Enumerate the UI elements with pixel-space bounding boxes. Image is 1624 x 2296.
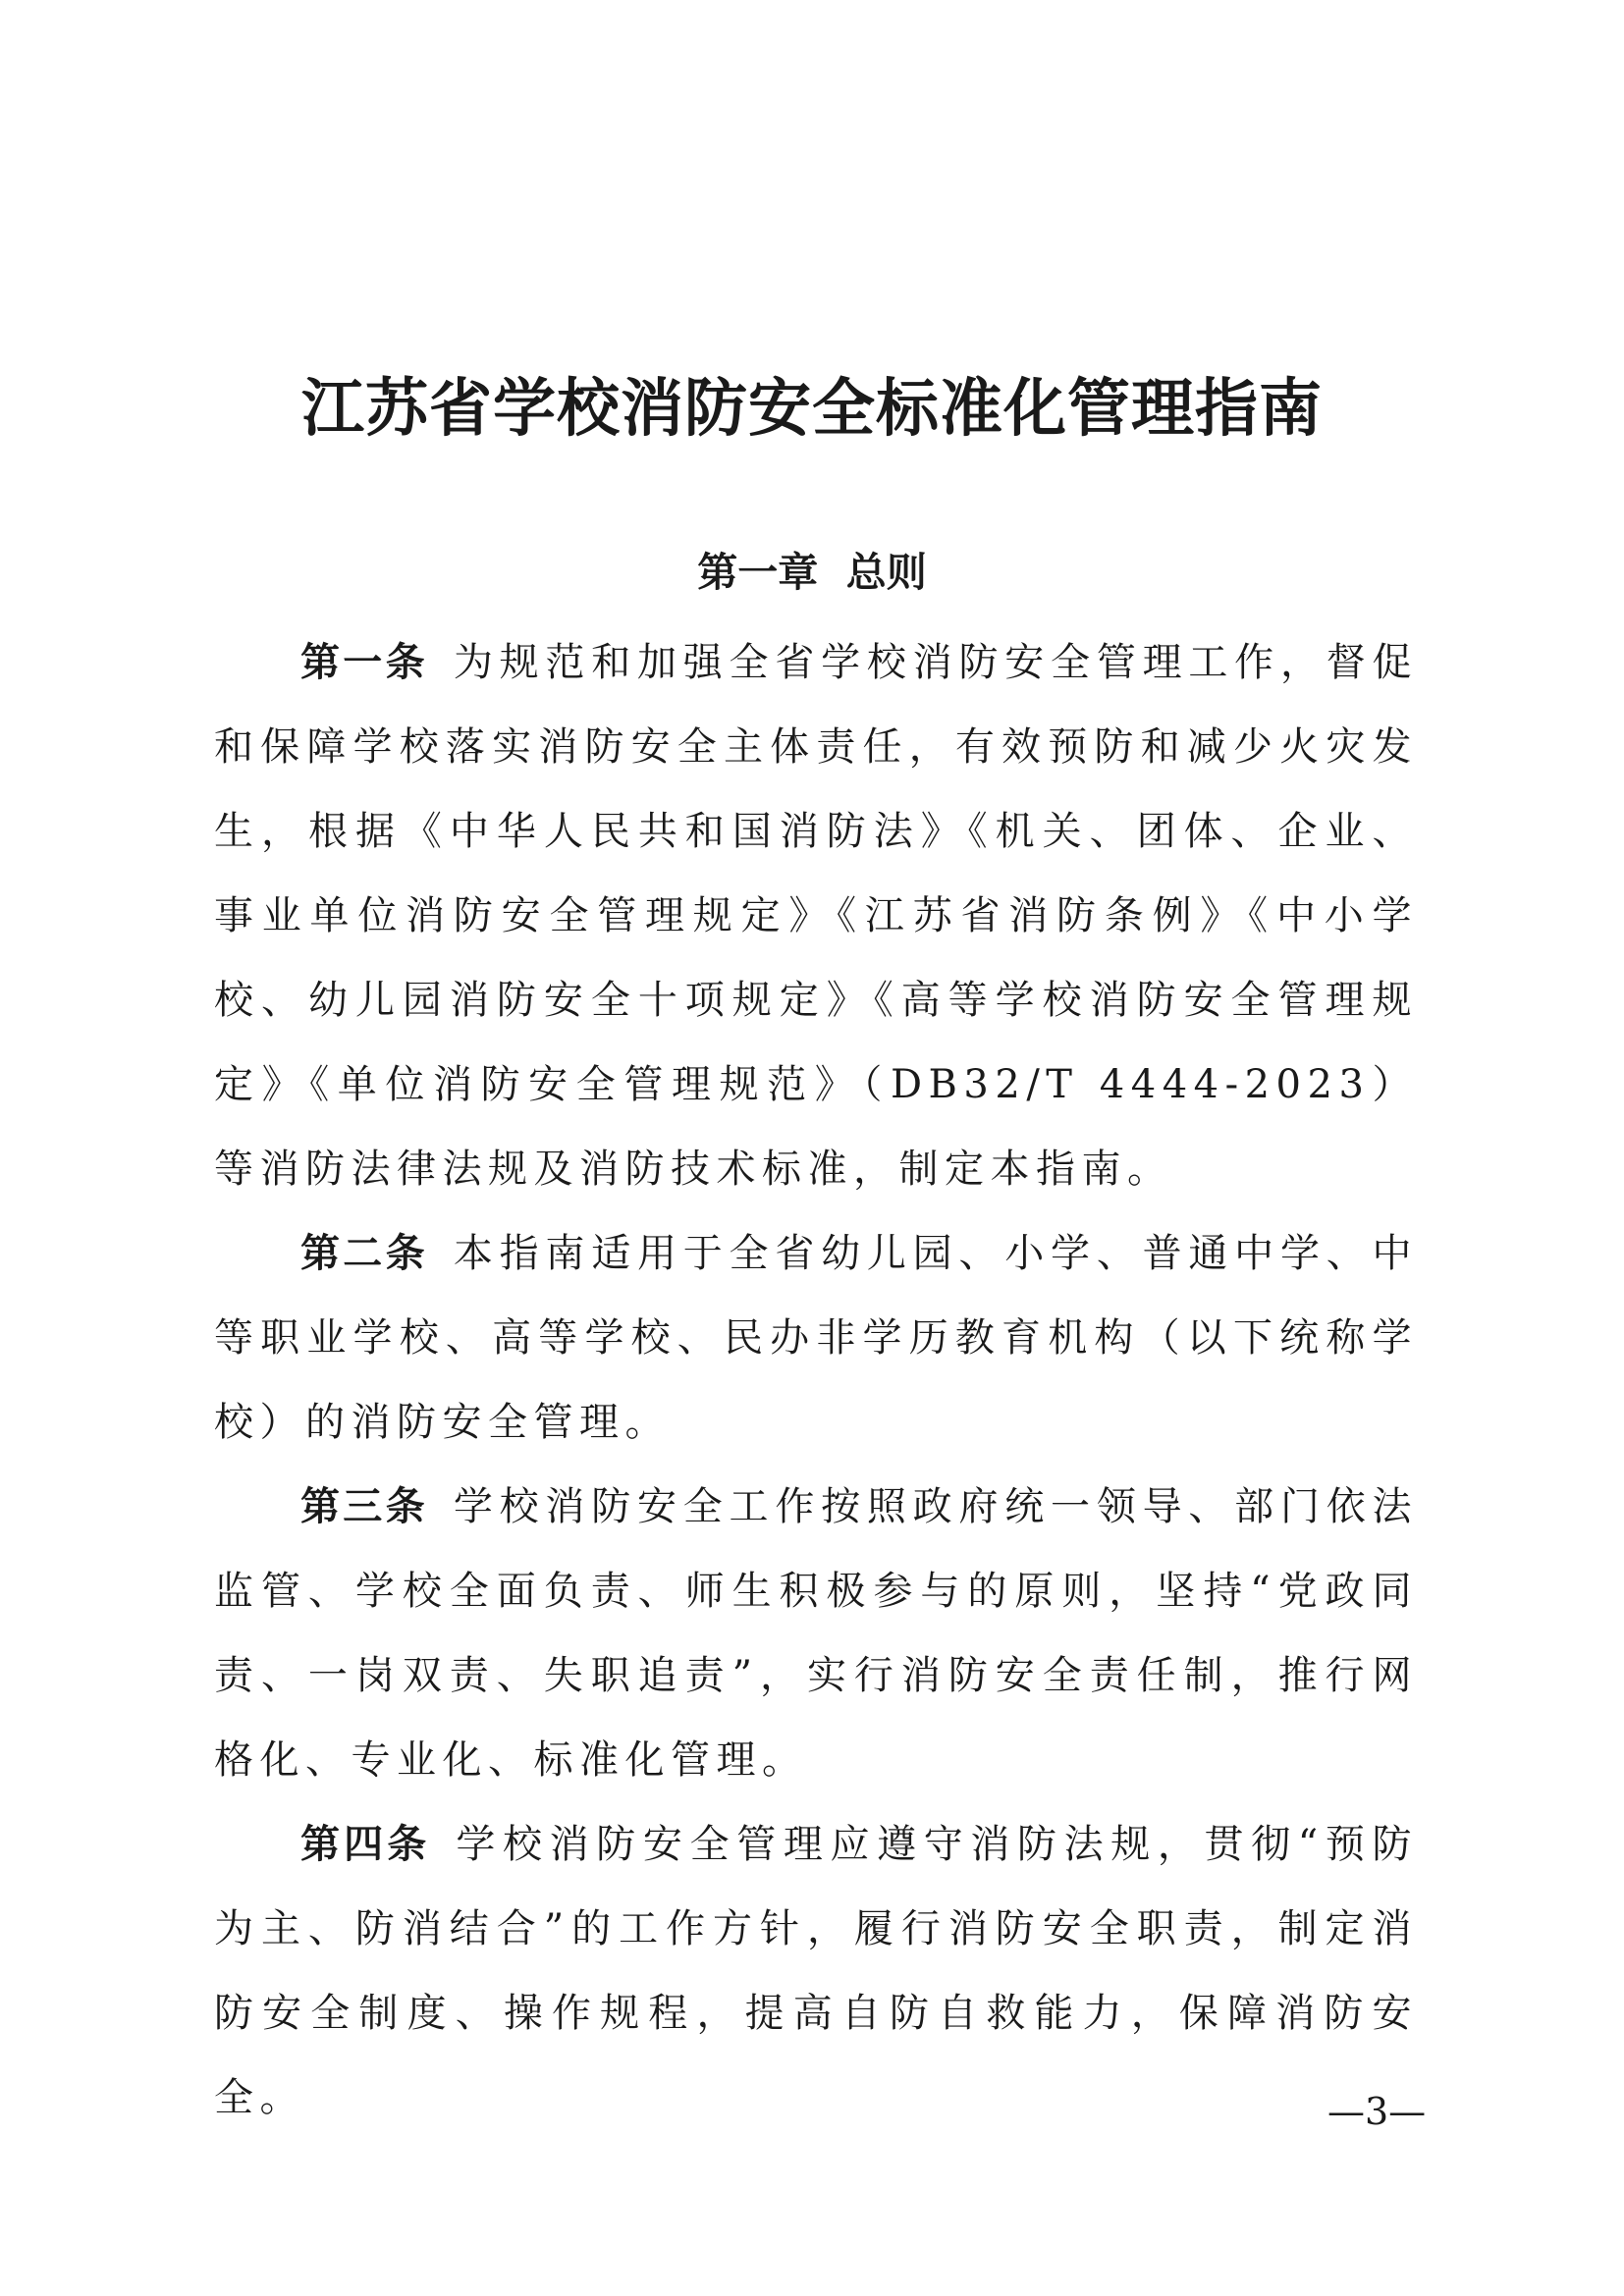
article-text: 本指南适用于全省幼儿园、小学、普通中学、中等职业学校、高等学校、民办非学历教育机构（以下统称学校）的消防安全管理。	[214, 1231, 1419, 1445]
page-number: —3—	[1327, 2090, 1427, 2133]
article-paragraph	[214, 620, 1418, 1211]
article-paragraph	[214, 1802, 1418, 2140]
article-label: 第三条	[300, 1484, 428, 1529]
article-label: 第四条	[300, 1822, 431, 1867]
article-label: 第一条	[300, 640, 428, 685]
article-label: 第二条	[300, 1231, 428, 1276]
article-text: 学校消防安全工作按照政府统一领导、部门依法监管、学校全面负责、师生积极参与的原则，坚持“党政同责、一岗双责、失职追责”，实行消防安全责任制，推行网格化、专业化、标准化管理。	[214, 1484, 1419, 1783]
article-text: 为规范和加强全省学校消防安全管理工作，督促和保障学校落实消防安全主体责任，有效预防和减少火灾发生，根据《中华人民共和国消防法》《机关、团体、企业、事业单位消防安全管理规定》《江苏省消防条例》《中小学校、幼儿园消防安全十项规定》《高等学校消防安全管理规定》《单位消防安全管理规范》（DB32/T 4444-2023）等消防法律法规及消防技术标准，制定本指南。	[214, 640, 1419, 1192]
chapter-heading: 第一章 总则	[697, 549, 927, 596]
article-paragraph	[214, 1211, 1418, 1465]
article-text: 学校消防安全管理应遵守消防法规，贯彻“预防为主、防消结合”的工作方针，履行消防安全职责，制定消防安全制度、操作规程，提高自防自救能力，保障消防安全。	[214, 1822, 1419, 2120]
document-title: 江苏省学校消防安全标准化管理指南	[301, 372, 1323, 446]
document-body	[214, 620, 1418, 2140]
article-paragraph	[214, 1465, 1418, 1802]
